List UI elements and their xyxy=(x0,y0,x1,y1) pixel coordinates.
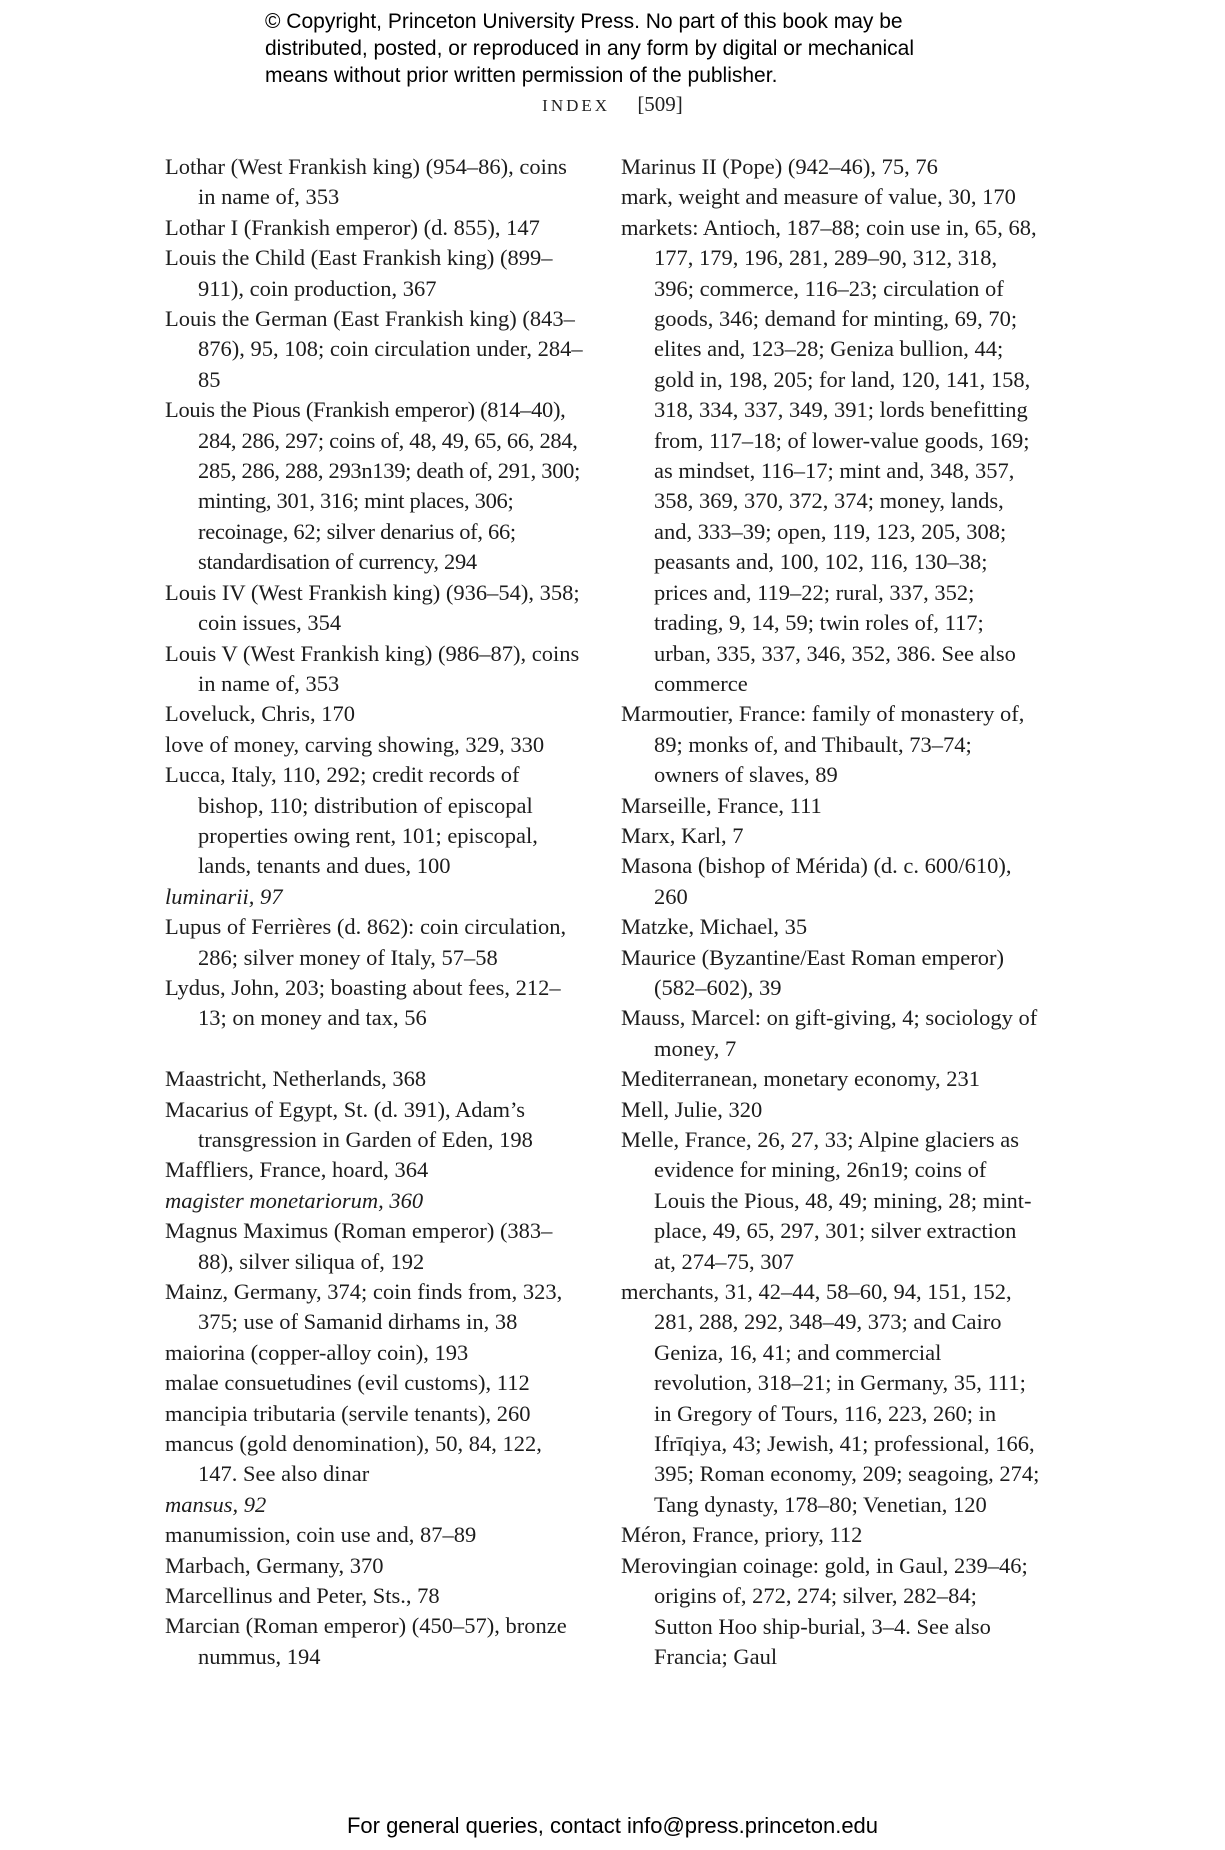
index-entry: Méron, France, priory, 112 xyxy=(621,1522,863,1548)
index-entry: Maffliers, France, hoard, 364 xyxy=(165,1157,429,1183)
index-entry: luminarii, 97 xyxy=(165,883,283,909)
copyright-line: means without prior written permission of the publisher. xyxy=(265,64,778,87)
index-entry: magister monetariorum, 360 xyxy=(165,1187,424,1213)
index-entry: malae consuetudines (evil customs), 112 xyxy=(165,1370,530,1396)
index-entry: Masona (bishop of Mérida) (d. c. 600/610), 260 xyxy=(621,853,1012,909)
running-head-label: INDEX xyxy=(542,96,611,115)
running-head xyxy=(0,92,1225,117)
index-entry: Mediterranean, monetary economy, 231 xyxy=(621,1066,981,1092)
index-entry: Marinus II (Pope) (942–46), 75, 76 xyxy=(621,154,938,179)
index-entry: Lydus, John, 203; boasting about fees, 212–13; on money and tax, 56 xyxy=(165,974,561,1031)
index-entry: Louis the Pious (Frankish emperor) (814–40), 284, 286, 297; coins of, 48, 49, 65, 66, 284, 285, 286, 288, 293n139; death of, 291, 300; minting, 301, 316; mint places, 306; recoinage, 62; silver denarius of, 66; standardisation of currency, 294 xyxy=(165,397,581,575)
index-entry: mancipia tributaria (servile tenants), 260 xyxy=(165,1400,531,1426)
index-entry: Melle, France, 26, 27, 33; Alpine glaciers as evidence for mining, 26n19; coins of Louis the Pious, 48, 49; mining, 28; mint-place, 49, 65, 297, 301; silver extraction at, 274–75, 307 xyxy=(621,1127,1032,1274)
index-entry: Louis the Child (East Frankish king) (899–911), coin production, 367 xyxy=(165,245,553,301)
index-entry: Marx, Karl, 7 xyxy=(621,822,744,848)
index-entry: Mell, Julie, 320 xyxy=(621,1096,763,1122)
index-entry: Lothar (West Frankish king) (954–86), coins in name of, 353 xyxy=(165,154,567,210)
index-column-right xyxy=(621,152,1041,1672)
index-entry: Maurice (Byzantine/East Roman emperor) (582–602), 39 xyxy=(621,944,1004,1000)
index-entry: maiorina (copper-alloy coin), 193 xyxy=(165,1339,469,1365)
index-entry: Magnus Maximus (Roman emperor) (383–88), silver siliqua of, 192 xyxy=(165,1218,553,1274)
copyright-notice xyxy=(265,8,1025,89)
index-entry: Marseille, France, 111 xyxy=(621,792,822,818)
page-number: [509] xyxy=(637,92,683,116)
index-entry: mark, weight and measure of value, 30, 170 xyxy=(621,184,1016,210)
index-entry: Marbach, Germany, 370 xyxy=(165,1552,384,1578)
index-entry: Lucca, Italy, 110, 292; credit records of bishop, 110; distribution of episcopal properties owing rent, 101; episcopal, lands, tenants and dues, 100 xyxy=(165,762,538,879)
index-entry: Mainz, Germany, 374; coin finds from, 323, 375; use of Samanid dirhams in, 38 xyxy=(165,1279,563,1335)
index-entry: Lothar I (Frankish emperor) (d. 855), 147 xyxy=(165,214,540,240)
index-entry: Louis the German (East Frankish king) (843–876), 95, 108; coin circulation under, 284–85 xyxy=(165,306,583,392)
index-entry: Marcian (Roman emperor) (450–57), bronze nummus, 194 xyxy=(165,1613,567,1669)
index-entry: Marcellinus and Peter, Sts., 78 xyxy=(165,1583,440,1609)
index-entry: Mauss, Marcel: on gift-giving, 4; sociology of money, 7 xyxy=(621,1005,1038,1061)
copyright-line: distributed, posted, or reproduced in any form by digital or mechanical xyxy=(265,37,915,60)
index-entry: Merovingian coinage: gold, in Gaul, 239–46; origins of, 272, 274; silver, 282–84; Sutton Hoo ship-burial, 3–4. See also Francia; Gaul xyxy=(621,1552,1028,1669)
index-entry: mancus (gold denomination), 50, 84, 122, 147. See also dinar xyxy=(165,1431,542,1487)
index-entry: Loveluck, Chris, 170 xyxy=(165,701,355,727)
index-column-left xyxy=(165,152,585,1672)
index-entry: merchants, 31, 42–44, 58–60, 94, 151, 152, 281, 288, 292, 348–49, 373; and Cairo Geniza, 16, 41; and commercial revolution, 318–21; in Germany, 35, 111; in Gregory of Tours, 116, 223, 260; in Ifrīqiya, 43; Jewish, 41; professional, 166, 395; Roman economy, 209; seagoing, 274; Tang dynasty, 178–80; Venetian, 120 xyxy=(621,1279,1040,1517)
index-entry: Macarius of Egypt, St. (d. 391), Adam’s transgression in Garden of Eden, 198 xyxy=(165,1096,533,1152)
index-entry: mansus, 92 xyxy=(165,1491,267,1517)
index-entry: Louis V (West Frankish king) (986–87), coins in name of, 353 xyxy=(165,640,580,696)
index-entry: Louis IV (West Frankish king) (936–54), 358; coin issues, 354 xyxy=(165,579,580,636)
index-entry: markets: Antioch, 187–88; coin use in, 65, 68, 177, 179, 196, 281, 289–90, 312, 318, 396; commerce, 116–23; circulation of goods, 346; demand for minting, 69, 70; elites and, 123–28; Geniza bullion, 44; gold in, 198, 205; for land, 120, 141, 158, 318, 334, 337, 349, 391; lords benefitting from, 117–18; of lower-value goods, 169; as mindset, 116–17; mint and, 348, 357, 358, 369, 370, 372, 374; money, lands, and, 333–39; open, 119, 123, 205, 308; peasants and, 100, 102, 116, 130–38; prices and, 119–22; rural, 337, 352; trading, 9, 14, 59; twin roles of, 117; urban, 335, 337, 346, 352, 386. See also commerce xyxy=(621,214,1037,696)
index-entry: love of money, carving showing, 329, 330 xyxy=(165,731,545,757)
letter-section-gap xyxy=(165,1034,585,1064)
index-entry: Lupus of Ferrières (d. 862): coin circulation, 286; silver money of Italy, 57–58 xyxy=(165,914,567,970)
index-entry: Matzke, Michael, 35 xyxy=(621,914,808,940)
footer-contact: For general queries, contact info@press.princeton.edu xyxy=(346,1813,879,1838)
index-entry: Maastricht, Netherlands, 368 xyxy=(165,1066,427,1092)
copyright-line: © Copyright, Princeton University Press. No part of this book may be xyxy=(265,10,903,33)
index-entry: manumission, coin use and, 87–89 xyxy=(165,1522,477,1548)
index-entry: Marmoutier, France: family of monastery of, 89; monks of, and Thibault, 73–74; owners of slaves, 89 xyxy=(621,701,1025,788)
